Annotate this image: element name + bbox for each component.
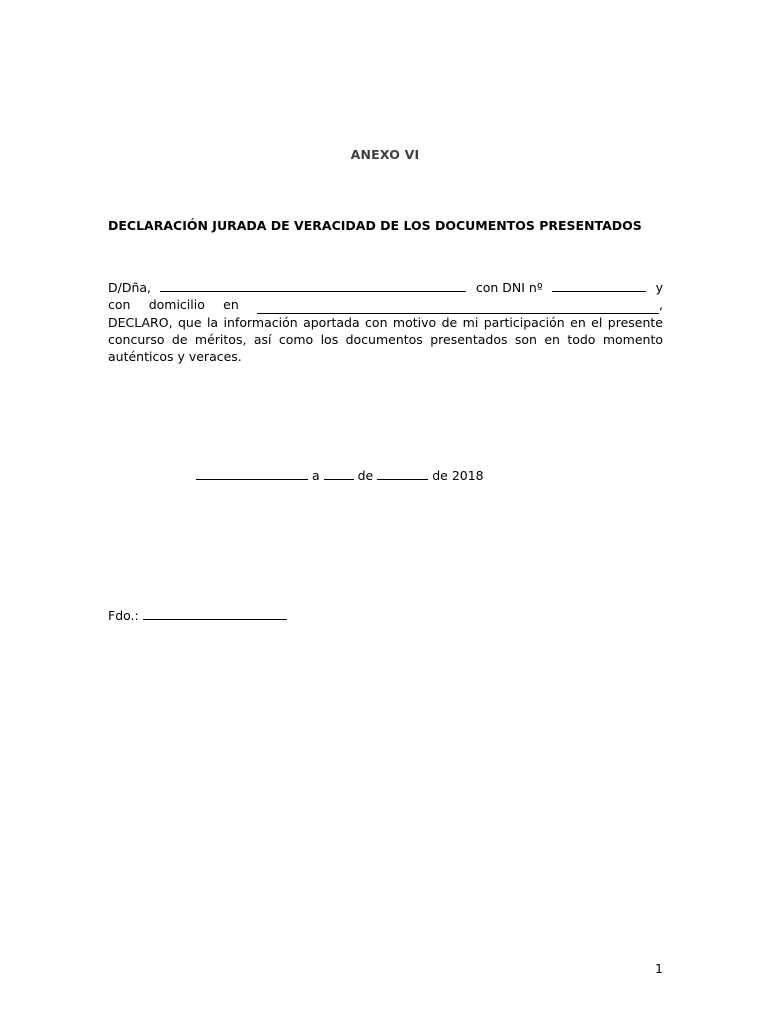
dni-blank-field[interactable] xyxy=(552,279,646,292)
signature-blank-field[interactable] xyxy=(143,608,287,620)
date-year: de 2018 xyxy=(432,468,484,483)
address-word-domicilio: domicilio xyxy=(148,297,205,313)
name-prefix: D/Dña, xyxy=(108,280,152,295)
address-word-en: en xyxy=(223,297,239,313)
dni-label: con DNI nº xyxy=(475,280,543,295)
line1-suffix: y xyxy=(655,280,663,295)
place-blank-field[interactable] xyxy=(196,468,308,480)
declaration-body xyxy=(108,279,663,365)
name-blank-field[interactable] xyxy=(160,279,466,292)
page-number: 1 xyxy=(655,961,663,976)
signature-line xyxy=(108,608,287,623)
declaration-paragraph: DECLARO, que la información aportada con motivo de mi participación en el presente concurso de méritos, así como los documentos presentados son en todo momento auténticos y veraces. xyxy=(108,314,663,365)
annex-title: ANEXO VI xyxy=(350,147,420,162)
address-word-con: con xyxy=(108,297,131,313)
address-field-wrap xyxy=(257,296,663,313)
date-word-a: a xyxy=(311,468,320,483)
date-line xyxy=(196,468,484,483)
day-blank-field[interactable] xyxy=(324,468,354,480)
address-line xyxy=(108,296,663,313)
address-suffix: , xyxy=(659,297,663,313)
month-blank-field[interactable] xyxy=(377,468,428,480)
declaration-title: DECLARACIÓN JURADA DE VERACIDAD DE LOS DOCUMENTOS PRESENTADOS xyxy=(108,218,642,233)
date-word-de: de xyxy=(357,468,374,483)
name-dni-line xyxy=(108,279,663,296)
address-blank-field[interactable] xyxy=(257,301,659,314)
signature-label: Fdo.: xyxy=(108,608,139,623)
